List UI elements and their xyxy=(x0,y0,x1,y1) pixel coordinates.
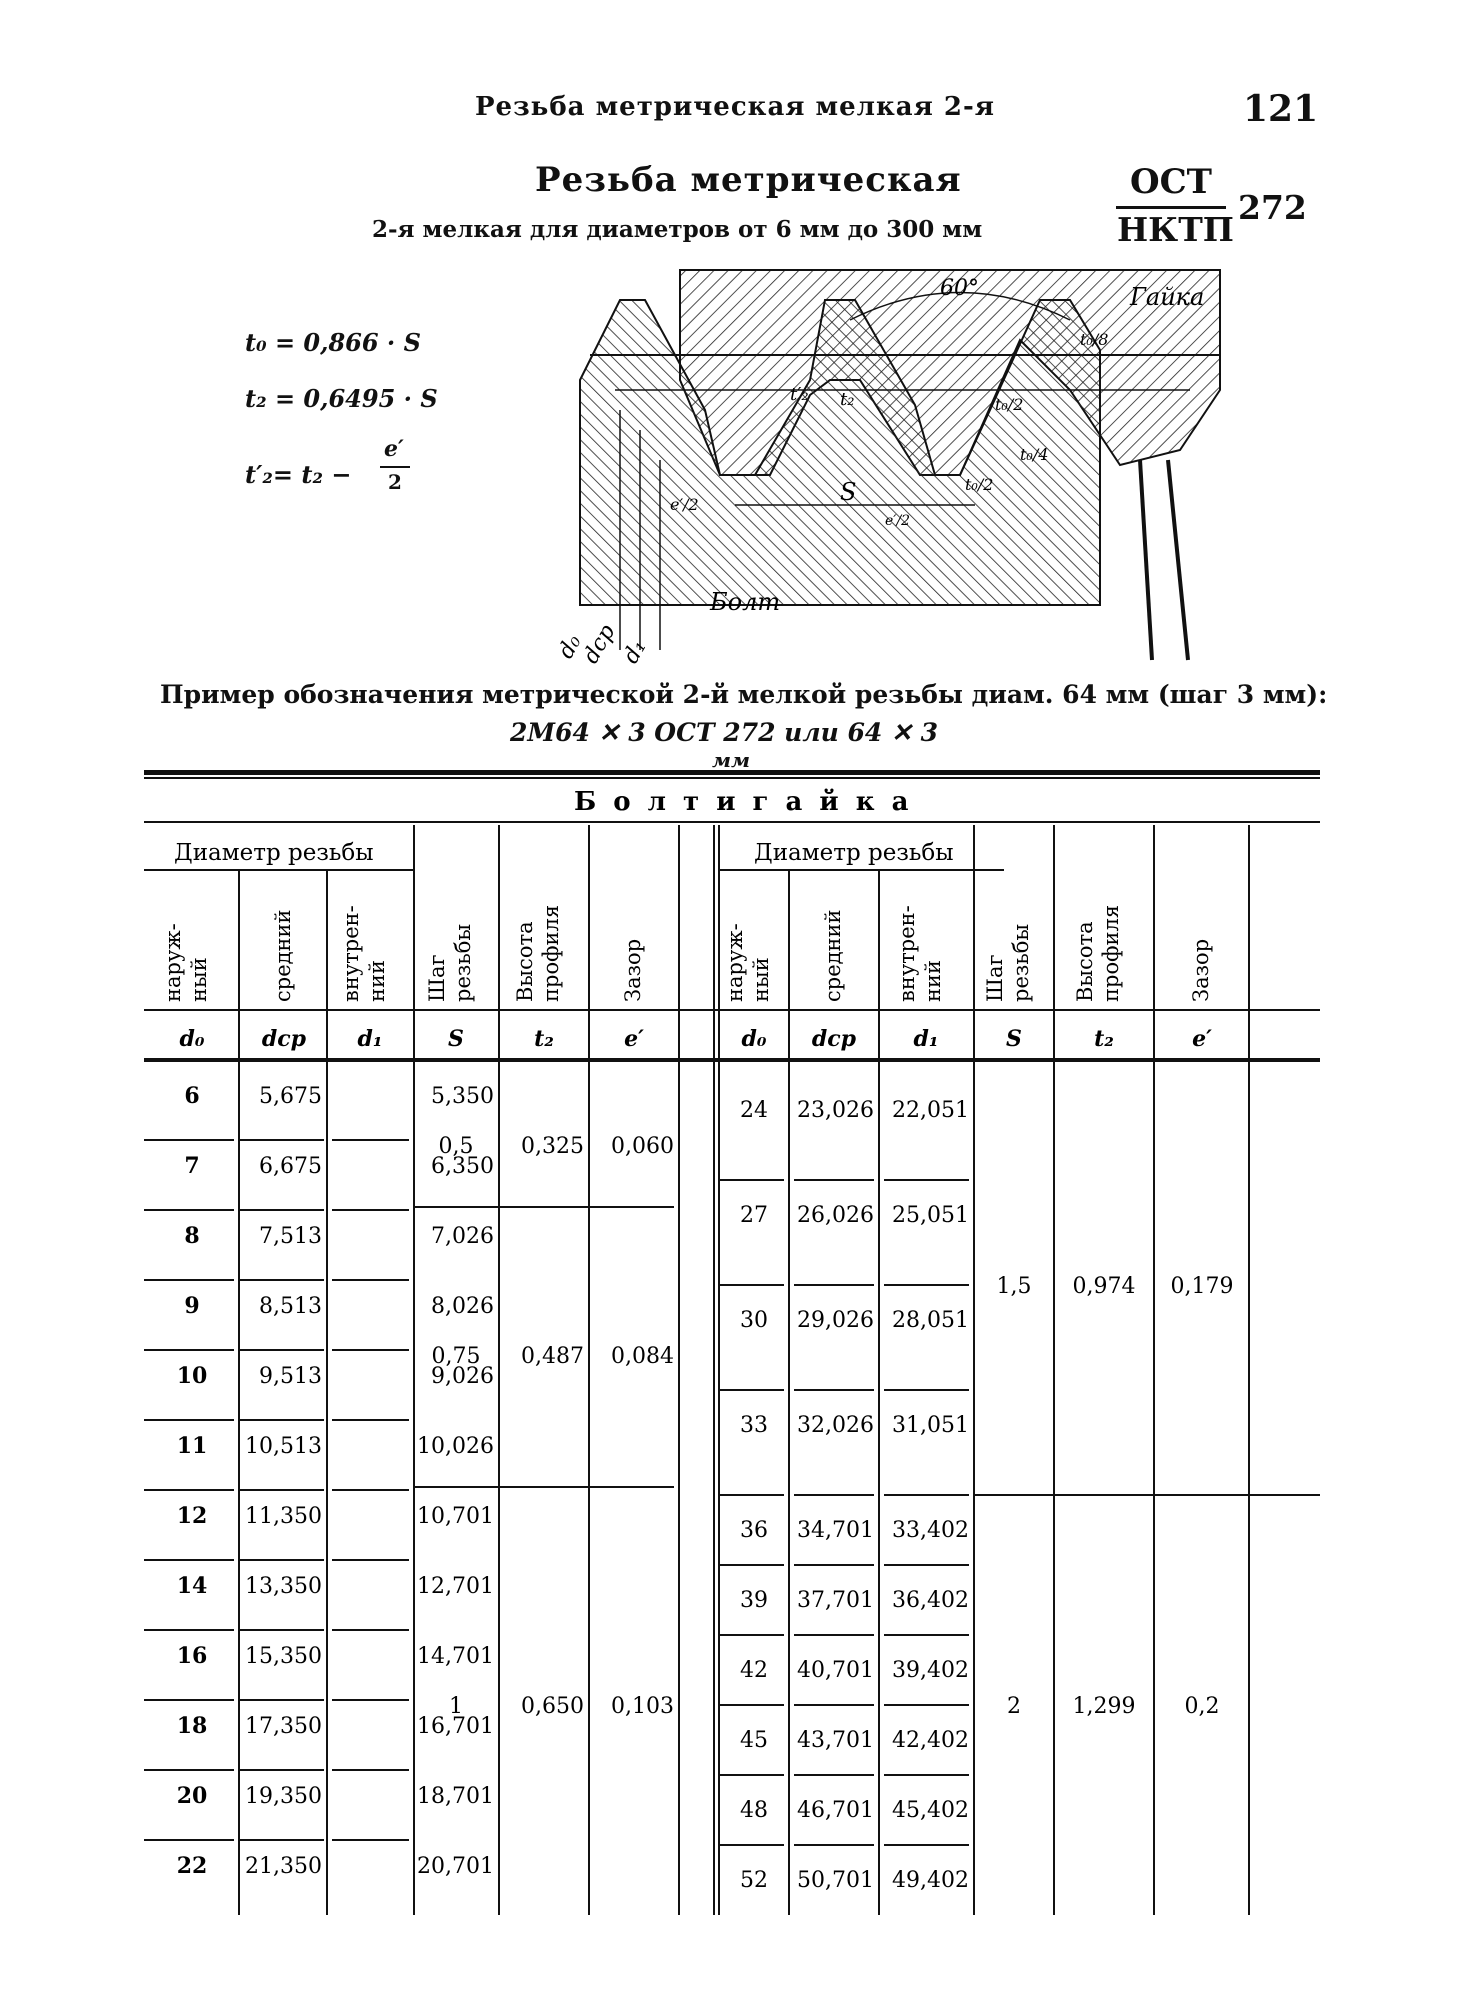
row-d1: 45,402 xyxy=(892,1798,969,1823)
group-height: 0,974 xyxy=(1072,1274,1136,1299)
col-header: ный xyxy=(187,957,211,1002)
row-dcp: 40,701 xyxy=(797,1658,874,1683)
col-header: резьбы xyxy=(1009,923,1033,1002)
col-header: наруж- xyxy=(161,923,185,1002)
dim-label: t₂ xyxy=(840,389,855,410)
row-d1: 39,402 xyxy=(892,1658,969,1683)
formula-numerator: e′ xyxy=(384,436,404,462)
row-d1: 10,026 xyxy=(417,1434,494,1459)
col-symbol: d₀ xyxy=(179,1026,205,1052)
row-d1: 20,701 xyxy=(417,1854,494,1879)
table-caption: Б о л т и г а й к а xyxy=(574,787,913,817)
row-d1: 42,402 xyxy=(892,1728,969,1753)
nut-wall-line xyxy=(1140,460,1152,660)
table-cells xyxy=(161,905,1233,1893)
group-clearance: 0,060 xyxy=(611,1134,674,1159)
col-symbol: S xyxy=(448,1026,464,1052)
example-unit: мм xyxy=(712,748,751,772)
formula-denominator: 2 xyxy=(388,470,402,494)
col-header: средний xyxy=(821,909,845,1002)
running-head: Резьба метрическая мелкая 2-я xyxy=(475,92,995,122)
formula-t2-prime: t′₂= t₂ − xyxy=(245,460,352,489)
col-header: ний xyxy=(921,960,945,1002)
row-d0: 11 xyxy=(176,1433,208,1459)
row-dcp: 19,350 xyxy=(245,1784,322,1809)
col-symbol: t₂ xyxy=(534,1026,554,1052)
dim-label: e′/2 xyxy=(885,513,911,529)
nut-label: Гайка xyxy=(1130,283,1205,311)
col-header: Зазор xyxy=(621,938,645,1002)
group-clearance: 0,2 xyxy=(1184,1694,1220,1719)
col-header: средний xyxy=(271,909,295,1002)
page-subtitle: 2-я мелкая для диаметров от 6 мм до 300 мм xyxy=(372,216,983,243)
row-d0: 14 xyxy=(176,1573,208,1599)
col-symbol: t₂ xyxy=(1094,1026,1114,1052)
row-d0: 24 xyxy=(740,1098,768,1123)
row-d1: 28,051 xyxy=(892,1308,969,1333)
page-number: 121 xyxy=(1243,88,1319,130)
row-d0: 45 xyxy=(740,1728,768,1753)
dim-label: t₀/2 xyxy=(995,395,1024,414)
row-dcp: 34,701 xyxy=(797,1518,874,1543)
row-d0: 42 xyxy=(740,1658,768,1683)
row-d0: 16 xyxy=(176,1643,208,1669)
group-height: 0,487 xyxy=(521,1344,584,1369)
row-dcp: 10,513 xyxy=(245,1434,322,1459)
row-d1: 10,701 xyxy=(417,1504,494,1529)
group-pitch: 2 xyxy=(1007,1694,1021,1719)
row-d0: 33 xyxy=(740,1413,768,1438)
standard-number: 272 xyxy=(1238,188,1307,227)
row-dcp: 29,026 xyxy=(797,1308,874,1333)
standard-code-top: ОСТ xyxy=(1130,162,1212,202)
row-dcp: 32,026 xyxy=(797,1413,874,1438)
row-d0: 18 xyxy=(176,1713,208,1739)
row-dcp: 17,350 xyxy=(245,1714,322,1739)
row-dcp: 5,675 xyxy=(259,1084,322,1109)
row-d0: 20 xyxy=(176,1783,208,1809)
thread-table xyxy=(144,770,1320,1930)
row-dcp: 8,513 xyxy=(259,1294,322,1319)
col-header: резьбы xyxy=(451,923,475,1002)
row-d0: 9 xyxy=(184,1293,200,1319)
diameter-label: dcp xyxy=(578,620,621,668)
row-d0: 6 xyxy=(184,1083,200,1109)
formula-t2: t₂ = 0,6495 · S xyxy=(245,384,438,413)
row-d1: 36,402 xyxy=(892,1588,969,1613)
dim-label: e′/2 xyxy=(670,495,699,514)
dim-label: t₀/8 xyxy=(1080,330,1109,349)
group-height: 0,650 xyxy=(521,1694,584,1719)
row-d1: 22,051 xyxy=(892,1098,969,1123)
row-dcp: 9,513 xyxy=(259,1364,322,1389)
pitch-label: S xyxy=(840,478,857,506)
row-d0: 7 xyxy=(184,1153,200,1179)
group-pitch: 1 xyxy=(449,1694,463,1719)
row-dcp: 23,026 xyxy=(797,1098,874,1123)
row-dcp: 46,701 xyxy=(797,1798,874,1823)
row-d1: 49,402 xyxy=(892,1868,969,1893)
col-header: Высота xyxy=(1073,921,1097,1002)
dim-label: t₀/2 xyxy=(965,475,994,494)
standard-divider xyxy=(1116,206,1226,209)
group-height: 0,325 xyxy=(521,1134,584,1159)
col-symbol: dcp xyxy=(261,1026,307,1052)
col-symbol: dcp xyxy=(811,1026,857,1052)
row-d0: 27 xyxy=(740,1203,768,1228)
angle-label: 60° xyxy=(940,276,979,301)
row-d1: 8,026 xyxy=(431,1294,494,1319)
row-dcp: 15,350 xyxy=(245,1644,322,1669)
bolt-label: Болт xyxy=(710,588,781,616)
row-d1: 14,701 xyxy=(417,1644,494,1669)
col-header: профиля xyxy=(539,904,563,1002)
row-d0: 48 xyxy=(740,1798,768,1823)
diameter-label: d₁ xyxy=(618,635,652,668)
row-d1: 6,350 xyxy=(431,1154,494,1179)
formula-t0: t₀ = 0,866 · S xyxy=(245,328,421,357)
row-d0: 39 xyxy=(740,1588,768,1613)
diameter-label: d₀ xyxy=(553,630,587,663)
row-dcp: 21,350 xyxy=(245,1854,322,1879)
col-header: наруж- xyxy=(723,923,747,1002)
row-d0: 52 xyxy=(740,1868,768,1893)
col-header: Зазор xyxy=(1189,938,1213,1002)
group-height: 1,299 xyxy=(1072,1694,1136,1719)
col-header: Шаг xyxy=(425,954,449,1002)
example-designation: 2М64 ✕ 3 ОСТ 272 или 64 ✕ 3 xyxy=(510,718,939,747)
col-header: ний xyxy=(365,960,389,1002)
row-d1: 31,051 xyxy=(892,1413,969,1438)
col-symbol: e′ xyxy=(1192,1026,1212,1052)
col-symbol: e′ xyxy=(624,1026,644,1052)
row-d1: 12,701 xyxy=(417,1574,494,1599)
row-dcp: 13,350 xyxy=(245,1574,322,1599)
row-dcp: 50,701 xyxy=(797,1868,874,1893)
thread-profile-diagram xyxy=(540,260,1240,680)
row-d1: 18,701 xyxy=(417,1784,494,1809)
row-dcp: 37,701 xyxy=(797,1588,874,1613)
row-dcp: 11,350 xyxy=(245,1504,322,1529)
group-clearance: 0,084 xyxy=(611,1344,674,1369)
row-d0: 10 xyxy=(176,1363,208,1389)
col-symbol: d₁ xyxy=(913,1026,939,1052)
standard-code-bottom: НКТП xyxy=(1117,210,1234,249)
group-header-right: Диаметр резьбы xyxy=(754,840,954,866)
row-dcp: 7,513 xyxy=(259,1224,322,1249)
col-symbol: S xyxy=(1006,1026,1022,1052)
row-d1: 33,402 xyxy=(892,1518,969,1543)
row-dcp: 43,701 xyxy=(797,1728,874,1753)
page-title: Резьба метрическая xyxy=(535,160,962,200)
example-text: Пример обозначения метрической 2-й мелкой резьбы диам. 64 мм (шаг 3 мм): xyxy=(160,680,1328,709)
col-header: профиля xyxy=(1099,904,1123,1002)
dim-label: t₀/4 xyxy=(1020,445,1049,464)
group-clearance: 0,179 xyxy=(1170,1274,1234,1299)
group-pitch: 0,5 xyxy=(438,1134,474,1159)
col-header: внутрен- xyxy=(895,905,919,1002)
col-symbol: d₁ xyxy=(357,1026,383,1052)
nut-wall-line xyxy=(1168,460,1188,660)
col-symbol: d₀ xyxy=(741,1026,767,1052)
col-header: ный xyxy=(749,957,773,1002)
group-pitch: 1,5 xyxy=(996,1274,1032,1299)
row-d0: 8 xyxy=(184,1223,200,1249)
formula-fraction-bar xyxy=(380,466,410,468)
group-clearance: 0,103 xyxy=(611,1694,674,1719)
row-d1: 16,701 xyxy=(417,1714,494,1739)
row-d1: 5,350 xyxy=(431,1084,494,1109)
col-header: Шаг xyxy=(983,954,1007,1002)
row-d1: 25,051 xyxy=(892,1203,969,1228)
row-d0: 36 xyxy=(740,1518,768,1543)
row-d1: 9,026 xyxy=(431,1364,494,1389)
col-header: внутрен- xyxy=(339,905,363,1002)
row-dcp: 26,026 xyxy=(797,1203,874,1228)
group-header-left: Диаметр резьбы xyxy=(174,840,374,866)
row-d1: 7,026 xyxy=(431,1224,494,1249)
row-d0: 22 xyxy=(176,1853,208,1879)
row-dcp: 6,675 xyxy=(259,1154,322,1179)
dim-label: t′₂ xyxy=(790,384,809,405)
row-d0: 12 xyxy=(176,1503,208,1529)
group-pitch: 0,75 xyxy=(431,1344,481,1369)
col-header: Высота xyxy=(513,921,537,1002)
row-d0: 30 xyxy=(740,1308,768,1333)
